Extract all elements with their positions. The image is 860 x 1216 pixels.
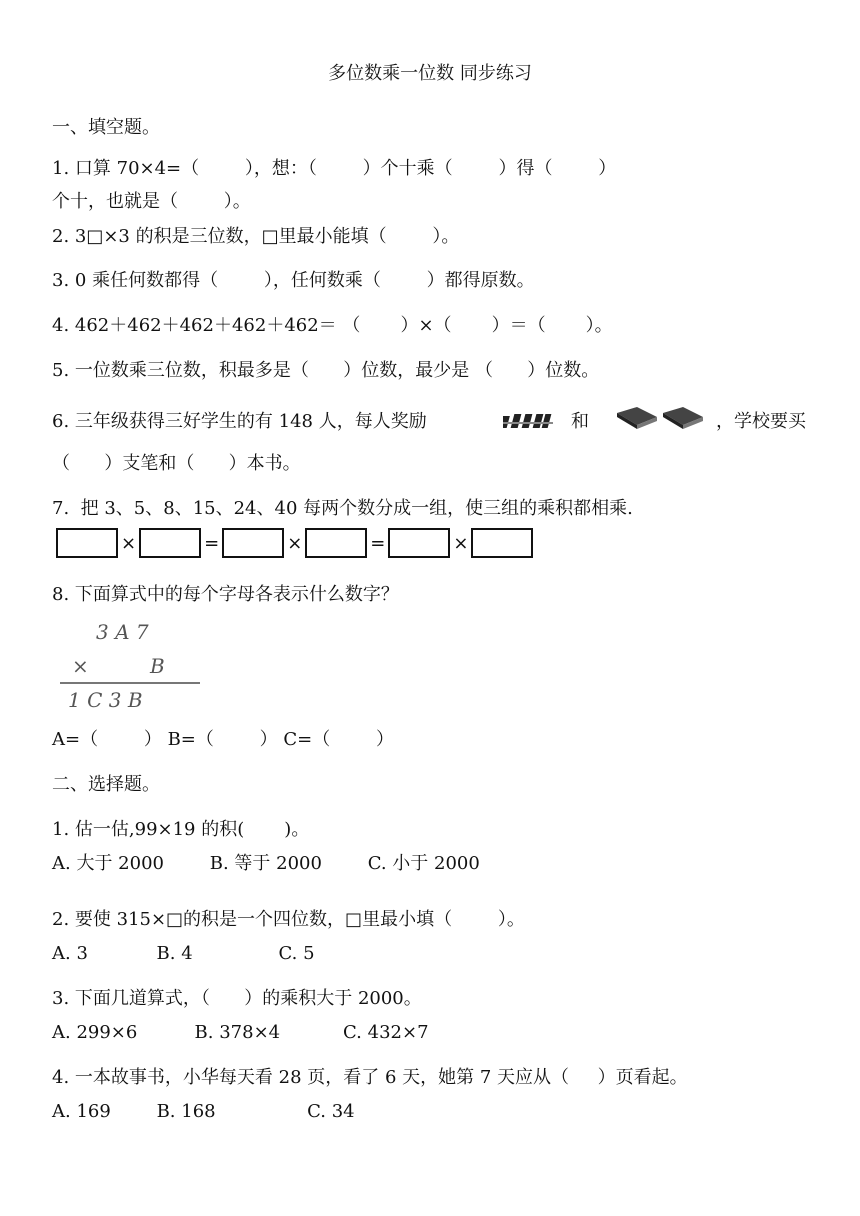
choice-2-options: A. 3 B. 4 C. 5 [52, 943, 315, 964]
question-6-and: 和 [571, 411, 589, 432]
section-1-heading: 一、填空题。 [52, 117, 160, 138]
answer-box[interactable] [388, 528, 450, 558]
question-8-answers: A=（ ） B=（ ） C=（ ） [52, 729, 395, 750]
figure-row-1: 3 A 7 [96, 620, 149, 644]
question-6-line-1: 6. 三年级获得三好学生的有 148 人，每人奖励 [52, 411, 427, 432]
books-icon [613, 405, 708, 433]
operator: = [370, 532, 386, 554]
question-2: 2. 3□×3 的积是三位数，□里最小能填（ ）。 [52, 226, 460, 247]
question-4: 4. 462＋462＋462＋462＋462＝ （ ）×（ ）＝（ ）。 [52, 315, 613, 336]
answer-box[interactable] [471, 528, 533, 558]
question-6-line-2: （ ）支笔和（ ）本书。 [52, 453, 301, 474]
section-2-heading: 二、选择题。 [52, 774, 160, 795]
question-1-line-1: 1. 口算 70×4=（ ），想：（ ）个十乘（ ）得（ ） [52, 158, 617, 179]
operator: × [121, 532, 137, 554]
answer-box[interactable] [305, 528, 367, 558]
vertical-multiplication-figure [56, 614, 206, 720]
operator: × [453, 532, 469, 554]
choice-3-options: A. 299×6 B. 378×4 C. 432×7 [52, 1022, 429, 1043]
choice-2: 2. 要使 315×□的积是一个四位数，□里最小填（ ）。 [52, 909, 525, 930]
choice-3: 3. 下面几道算式，（ ）的乘积大于 2000。 [52, 988, 422, 1009]
question-7-answer-boxes [56, 528, 533, 558]
answer-box[interactable] [139, 528, 201, 558]
operator: × [287, 532, 303, 554]
answer-box[interactable] [56, 528, 118, 558]
pencils-icon [503, 408, 553, 432]
operator: = [204, 532, 220, 554]
figure-rule [60, 682, 200, 684]
question-8: 8. 下面算式中的每个字母各表示什么数字？ [52, 584, 399, 605]
choice-4-options: A. 169 B. 168 C. 34 [52, 1101, 355, 1122]
choice-4: 4. 一本故事书，小华每天看 28 页，看了 6 天，她第 7 天应从（ ）页看起。 [52, 1067, 688, 1088]
question-7: 7. 把 3、5、8、15、24、40 每两个数分成一组，使三组的乘积都相乘. [52, 498, 633, 519]
choice-1: 1. 估一估,99×19 的积( )。 [52, 819, 310, 840]
question-3: 3. 0 乘任何数都得（ ），任何数乘（ ）都得原数。 [52, 270, 535, 291]
answer-box[interactable] [222, 528, 284, 558]
question-6-tail: ，学校要买 [716, 411, 806, 432]
figure-row-3: 1 C 3 B [68, 688, 143, 712]
question-5: 5. 一位数乘三位数，积最多是（ ）位数，最少是 （ ）位数。 [52, 360, 600, 381]
choice-1-options: A. 大于 2000 B. 等于 2000 C. 小于 2000 [52, 853, 480, 874]
question-1-line-2: 个十，也就是（ ）。 [52, 191, 251, 212]
figure-operator: × [72, 654, 89, 678]
figure-row-2: B [150, 654, 165, 678]
page-title: 多位数乘一位数 同步练习 [328, 63, 532, 84]
